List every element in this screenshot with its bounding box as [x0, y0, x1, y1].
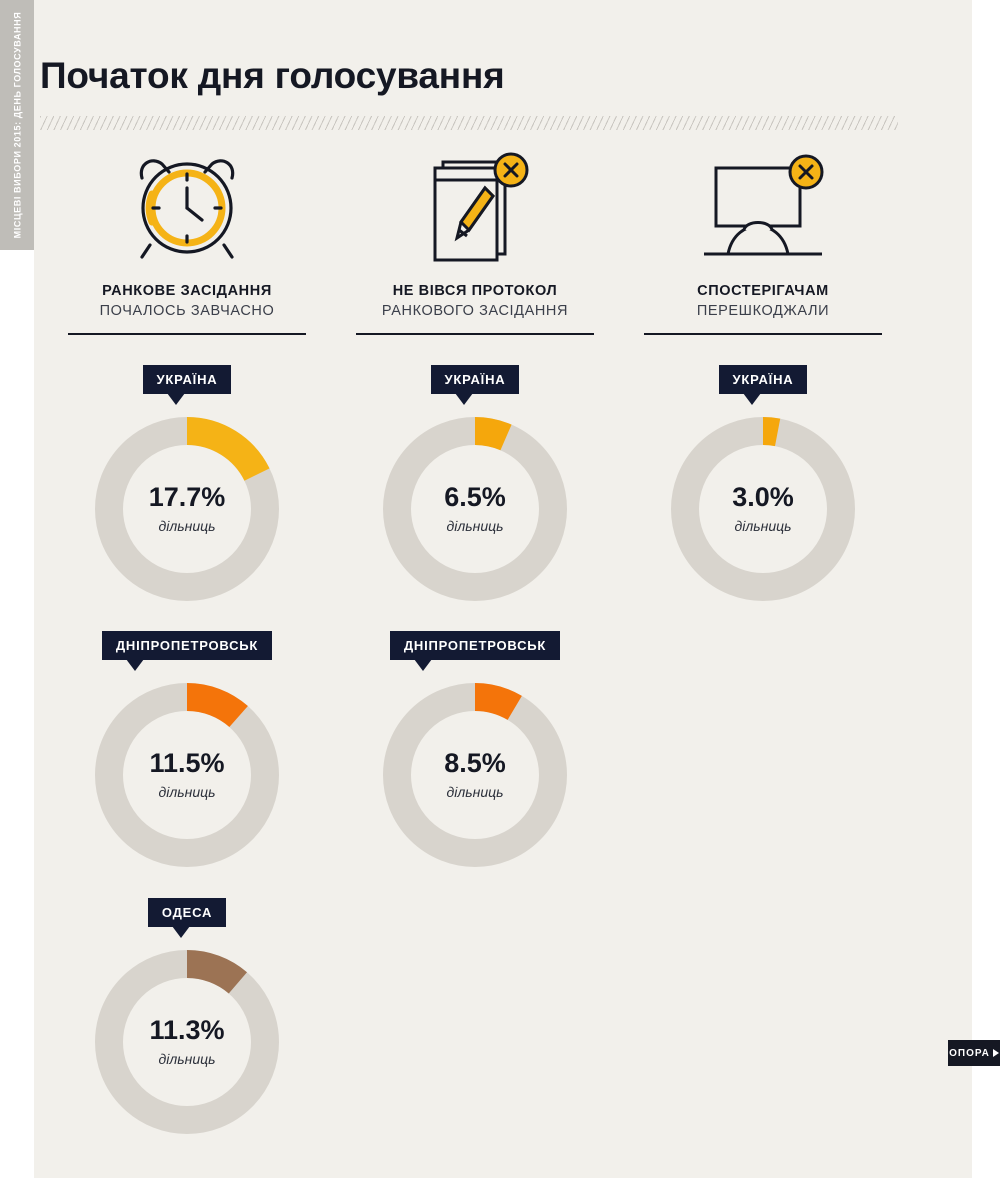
donut-chart	[383, 683, 567, 867]
region-tag	[390, 631, 560, 660]
brand-label: ОПОРА	[949, 1047, 990, 1059]
play-triangle-icon	[993, 1049, 999, 1057]
donut-group-ukraine-1	[52, 365, 322, 601]
region-tag-label: УКРАЇНА	[732, 372, 794, 387]
donut-group-ukraine-2	[340, 365, 610, 601]
donut-group-ukraine-3	[628, 365, 898, 601]
donut-chart	[383, 417, 567, 601]
donut-center	[700, 446, 826, 572]
brand-badge[interactable]	[948, 1040, 1000, 1066]
donut-unit: дільниць	[158, 1051, 216, 1067]
column-2-heading-line1: НЕ ВІВСЯ ПРОТОКОЛ	[392, 283, 558, 299]
donut-center	[412, 712, 538, 838]
region-tag-wrap	[340, 365, 610, 394]
region-tag	[148, 898, 226, 927]
column-no-protocol	[340, 150, 610, 800]
donut-group-odesa-1	[52, 898, 322, 1134]
page-title: Початок дня голосування	[40, 55, 505, 96]
region-tag-label: УКРАЇНА	[444, 372, 506, 387]
donut-unit: дільниць	[158, 784, 216, 800]
donut-value: 3.0%	[732, 482, 794, 512]
tag-pointer	[455, 393, 473, 405]
donut-center	[124, 712, 250, 838]
observer-blocked-icon	[628, 150, 898, 268]
column-1-heading	[68, 282, 306, 335]
side-ribbon-label: МІСЦЕВІ ВИБОРИ 2015: ДЕНЬ ГОЛОСУВАННЯ	[12, 11, 23, 239]
column-2-heading-line2: РАНКОВОГО ЗАСІДАННЯ	[381, 302, 569, 319]
donut-chart	[95, 950, 279, 1134]
region-tag-label: ДНІПРОПЕТРОВСЬК	[115, 638, 259, 653]
region-tag	[102, 631, 272, 660]
column-observers-obstructed	[628, 150, 898, 534]
donut-value: 8.5%	[444, 748, 506, 778]
donut-group-dnipro-1	[52, 631, 322, 867]
region-tag-wrap	[52, 631, 322, 660]
tag-pointer	[414, 659, 432, 671]
region-tag-label: ОДЕСА	[161, 905, 213, 920]
donut-chart	[95, 417, 279, 601]
donut-group-dnipro-2	[340, 631, 610, 867]
region-tag-wrap	[340, 631, 610, 660]
tag-pointer	[126, 659, 144, 671]
region-tag-wrap	[52, 898, 322, 927]
donut-value: 11.5%	[149, 748, 225, 778]
side-ribbon	[0, 0, 34, 250]
donut-center	[412, 446, 538, 572]
column-2-heading	[356, 282, 594, 335]
donut-value: 11.3%	[149, 1015, 225, 1045]
tag-pointer	[172, 926, 190, 938]
donut-chart	[671, 417, 855, 601]
donut-unit: дільниць	[446, 518, 504, 534]
column-morning-session	[52, 150, 322, 1067]
column-3-heading-line2: ПЕРЕШКОДЖАЛИ	[696, 302, 830, 319]
donut-center	[124, 446, 250, 572]
tag-pointer	[743, 393, 761, 405]
protocol-pen-icon	[340, 150, 610, 268]
donut-unit: дільниць	[158, 518, 216, 534]
region-tag	[719, 365, 808, 394]
column-1-heading-line2: ПОЧАЛОСЬ ЗАВЧАСНО	[99, 302, 275, 319]
right-rail	[972, 0, 1000, 1200]
region-tag-label: УКРАЇНА	[156, 372, 218, 387]
column-1-heading-line1: РАНКОВЕ ЗАСІДАННЯ	[102, 283, 272, 299]
donut-chart	[95, 683, 279, 867]
hatched-divider	[40, 116, 898, 130]
donut-value: 6.5%	[444, 482, 506, 512]
donut-center	[124, 979, 250, 1105]
tag-pointer	[167, 393, 185, 405]
region-tag-label: ДНІПРОПЕТРОВСЬК	[403, 638, 547, 653]
column-3-heading	[644, 282, 882, 335]
region-tag-wrap	[52, 365, 322, 394]
region-tag-wrap	[628, 365, 898, 394]
region-tag	[143, 365, 232, 394]
alarm-clock-icon	[52, 150, 322, 268]
donut-unit: дільниць	[734, 518, 792, 534]
region-tag	[431, 365, 520, 394]
donut-unit: дільниць	[446, 784, 504, 800]
donut-value: 17.7%	[148, 482, 226, 512]
bottom-rail	[0, 1178, 1000, 1200]
column-3-heading-line1: СПОСТЕРІГАЧАМ	[697, 283, 829, 299]
